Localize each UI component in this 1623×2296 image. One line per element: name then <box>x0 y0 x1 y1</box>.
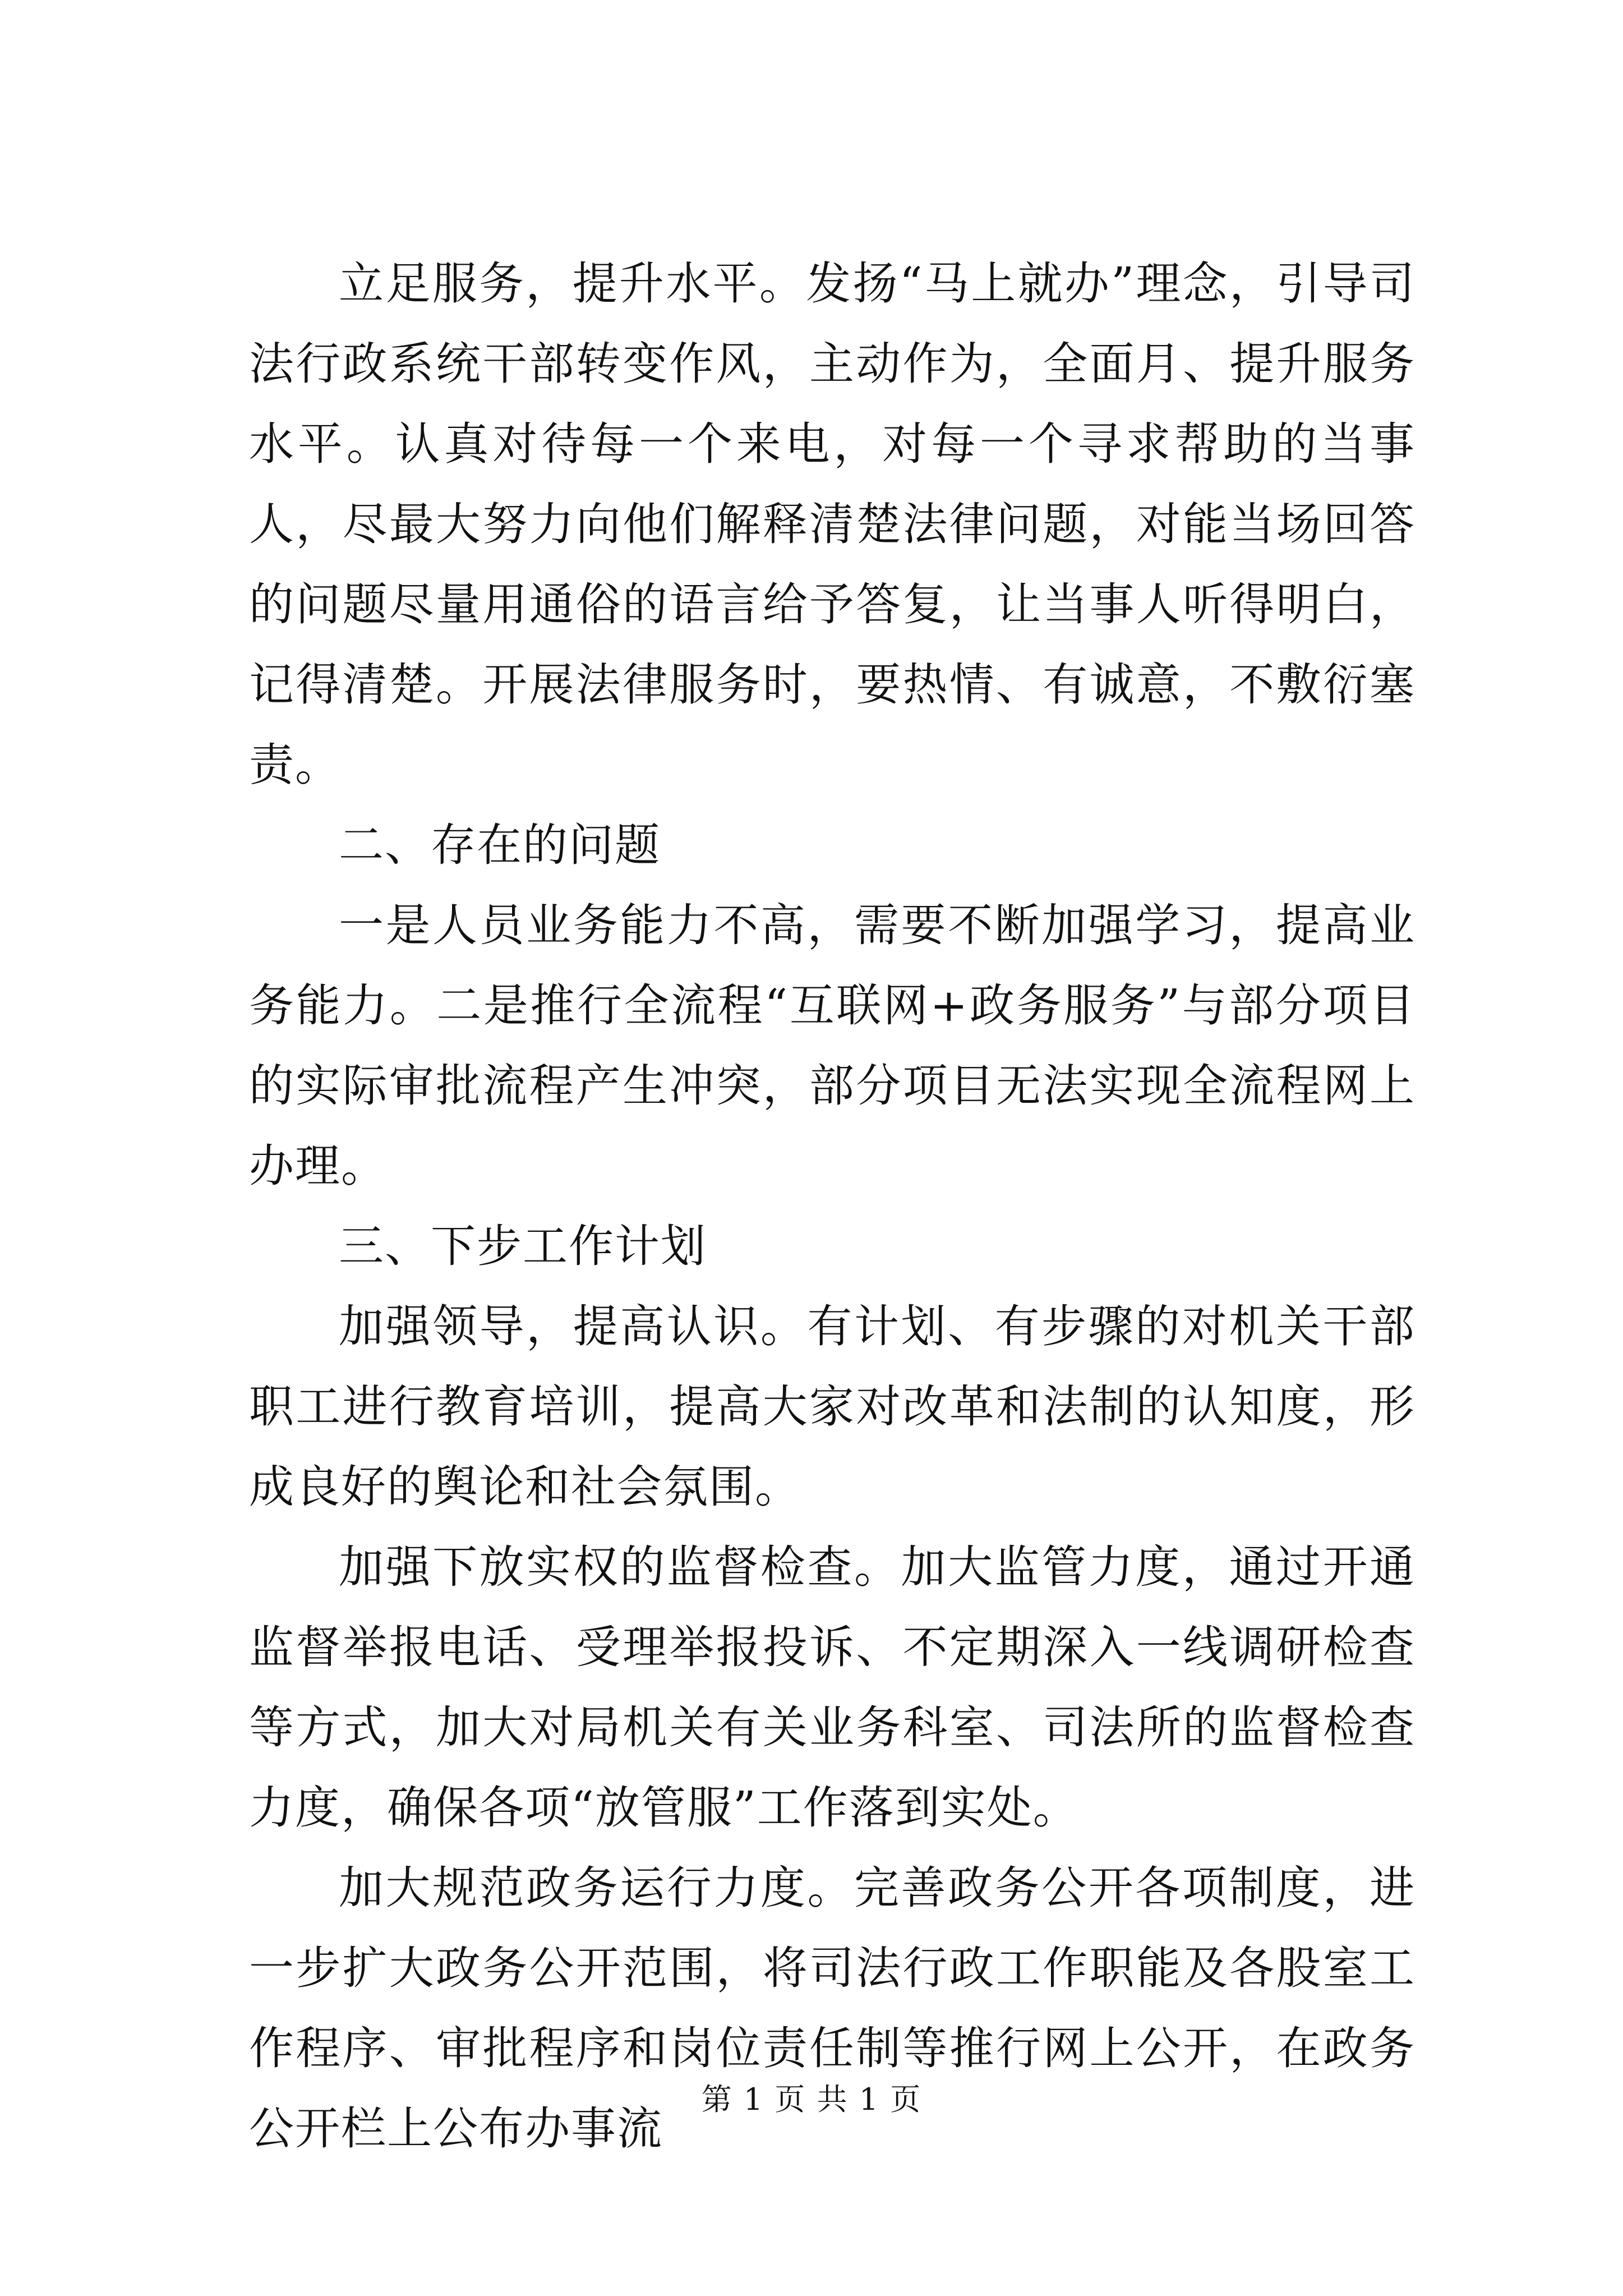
paragraph-supervision: 加强下放实权的监督检查。加大监管力度，通过开通监督举报电话、受理举报投诉、不定期深入一线调研检查等方式，加大对局机关有关业务科室、司法所的监督检查力度，确保各项“放管服”工作落到实处。 <box>249 1541 1415 1834</box>
paragraph-service-improvement: 立足服务，提升水平。发扬“马上就办”理念，引导司法行政系统干部转变作风，主动作为，全面月、提升服务水平。认真对待每一个来电，对每一个寻求帮助的当事人，尽最大努力向他们解释清楚法律问题，对能当场回答的问题尽量用通俗的语言给予答复，让当事人听得明白，记得清楚。开展法律服务时，要热情、有诚意，不敷衍塞责。 <box>249 257 1415 791</box>
section-heading-next-plan: 三、下步工作计划 <box>339 1220 707 1272</box>
paragraph-problems: 一是人员业务能力不高，需要不断加强学习，提高业务能力。二是推行全流程“互联网+政务服务”与部分项目的实际审批流程产生冲突，部分项目无法实现全流程网上办理。 <box>249 899 1415 1192</box>
page-number-footer: 第 1 页 共 1 页 <box>701 2082 922 2117</box>
section-heading-problems: 二、存在的问题 <box>339 819 661 871</box>
paragraph-leadership: 加强领导，提高认识。有计划、有步骤的对机关干部职工进行教育培训，提高大家对改革和法制的认知度，形成良好的舆论和社会氛围。 <box>249 1300 1415 1513</box>
document-body <box>249 243 1415 2169</box>
paragraph-government-affairs: 加大规范政务运行力度。完善政务公开各项制度，进一步扩大政务公开范围，将司法行政工作职能及各股室工作程序、审批程序和岗位责任制等推行网上公开，在政务公开栏上公布办事流 <box>249 1862 1415 2155</box>
